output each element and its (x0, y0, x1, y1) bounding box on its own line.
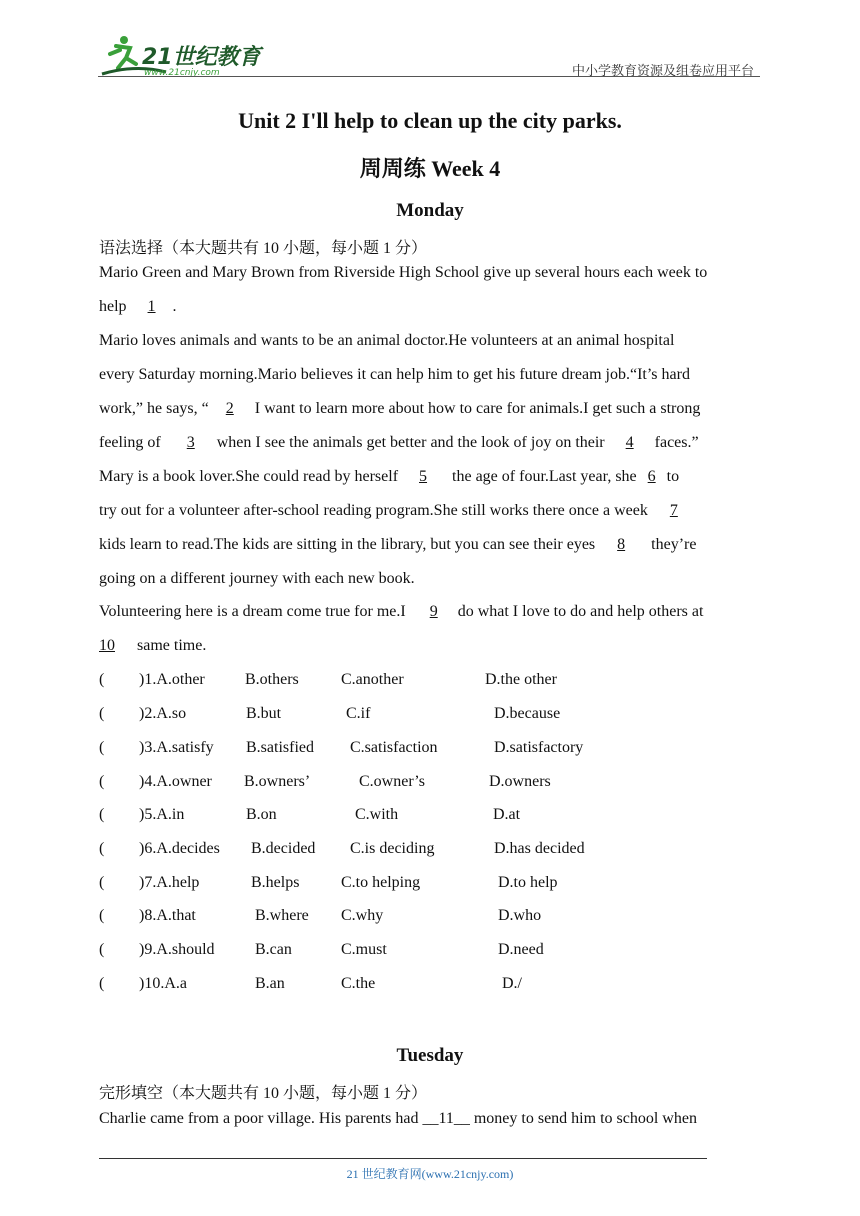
blank-2: 2 (225, 400, 234, 417)
answer-paren[interactable]: ( (99, 806, 105, 823)
option-d: D.the other (485, 671, 557, 688)
option-b: B.an (255, 975, 285, 992)
option-d: D.who (498, 907, 542, 924)
monday-instruction: 语法选择（本大题共有 10 小题，每小题 1 分） (99, 240, 428, 257)
tuesday-heading: Tuesday (396, 1045, 464, 1066)
option-d: D./ (502, 975, 522, 992)
passage-line: Mario Green and Mary Brown from Riverside High School give up several hours each week to (99, 264, 708, 281)
blank-6: 6 (647, 468, 656, 485)
answer-paren[interactable]: ( (99, 739, 105, 756)
option-b: B.on (246, 806, 277, 823)
passage-line: going on a different journey with each new book. (99, 570, 415, 587)
answer-paren[interactable]: ( (99, 671, 105, 688)
option-c: C.owner’s (359, 773, 425, 790)
option-d: D.because (494, 705, 561, 722)
header-divider (98, 76, 760, 77)
option-a: )7.A.help (139, 874, 200, 891)
passage-line: kids learn to read.The kids are sitting in the library, but you can see their eyes 8 they’re (99, 536, 697, 553)
passage-line: Charlie came from a poor village. His parents had __11__ money to send him to school when (99, 1110, 697, 1127)
site-logo (96, 34, 266, 78)
option-c: C.is deciding (350, 840, 435, 857)
option-c: C.if (346, 705, 371, 722)
option-a: )9.A.should (139, 941, 215, 958)
option-d: D.at (493, 806, 521, 823)
option-a: )2.A.so (139, 705, 187, 722)
option-c: C.with (355, 806, 399, 823)
passage-line: Mary is a book lover.She could read by herself 5 the age of four.Last year, she 6 to (99, 468, 680, 485)
blank-8: 8 (617, 536, 626, 553)
blank-1: 1 (147, 298, 156, 315)
option-a: )8.A.that (139, 907, 196, 924)
blank-5: 5 (419, 468, 428, 485)
svg-text:21世纪教育: 21世纪教育 (142, 45, 261, 70)
page-subtitle: 周周练 Week 4 (359, 156, 501, 181)
answer-paren[interactable]: ( (99, 975, 105, 992)
page-title: Unit 2 I'll help to clean up the city parks. (238, 108, 622, 133)
monday-heading: Monday (396, 200, 464, 221)
option-a: )3.A.satisfy (139, 739, 214, 756)
blank-4: 4 (625, 434, 634, 451)
option-a: )6.A.decides (139, 840, 220, 857)
answer-paren[interactable]: ( (99, 874, 105, 891)
svg-text:www.21cnjy.com: www.21cnjy.com (144, 68, 220, 78)
passage-line: feeling of 3 when I see the animals get better and the look of joy on their 4 faces.” (99, 434, 699, 451)
option-b: B.owners’ (244, 773, 311, 790)
footer-link[interactable]: 21 世纪教育网(www.21cnjy.com) (346, 1167, 514, 1181)
answer-paren[interactable]: ( (99, 941, 105, 958)
option-d: D.satisfactory (494, 739, 584, 756)
blank-7: 7 (669, 502, 678, 519)
passage-line: work,” he says, “ 2 I want to learn more about how to care for animals.I get such a strong (99, 400, 701, 417)
passage-line: every Saturday morning.Mario believes it can help him to get his future dream job.“It’s hard (99, 366, 690, 383)
answer-paren[interactable]: ( (99, 907, 105, 924)
option-c: C.must (341, 941, 387, 958)
passage-line: help 1 . (99, 298, 177, 315)
option-a: )1.A.other (139, 671, 205, 688)
passage-line: try out for a volunteer after-school reading program.She still works there once a week 7 (99, 502, 700, 520)
option-b: B.satisfied (246, 739, 314, 756)
option-c: C.why (341, 907, 384, 924)
option-d: D.need (498, 941, 544, 958)
option-b: B.others (245, 671, 299, 688)
option-b: B.where (255, 907, 309, 924)
passage-line: Mario loves animals and wants to be an animal doctor.He volunteers at an animal hospital (99, 332, 675, 349)
option-b: B.but (246, 705, 282, 722)
option-d: D.owners (489, 773, 551, 790)
option-b: B.decided (251, 840, 316, 857)
blank-9: 9 (429, 603, 438, 620)
footer-divider (99, 1158, 707, 1159)
passage-line: Volunteering here is a dream come true for me.I 9 do what I love to do and help others at (99, 603, 704, 620)
option-c: C.another (341, 671, 404, 688)
page-header (0, 0, 860, 80)
platform-tagline: 中小学教育资源及组卷应用平台 (571, 63, 754, 78)
option-c: C.to helping (341, 874, 421, 891)
option-c: C.satisfaction (350, 739, 438, 756)
option-c: C.the (341, 975, 376, 992)
passage-line: 10 same time. (99, 637, 207, 654)
option-a: )10.A.a (139, 975, 187, 992)
blank-3: 3 (186, 434, 195, 451)
option-b: B.helps (251, 874, 300, 891)
option-a: )4.A.owner (139, 773, 212, 790)
option-b: B.can (255, 941, 292, 958)
tuesday-instruction: 完形填空（本大题共有 10 小题，每小题 1 分） (99, 1085, 428, 1102)
option-a: )5.A.in (139, 806, 185, 823)
option-d: D.has decided (494, 840, 585, 857)
answer-paren[interactable]: ( (99, 705, 105, 722)
blank-10: 10 (99, 637, 115, 654)
option-d: D.to help (498, 874, 558, 891)
answer-paren[interactable]: ( (99, 773, 105, 790)
answer-paren[interactable]: ( (99, 840, 105, 857)
